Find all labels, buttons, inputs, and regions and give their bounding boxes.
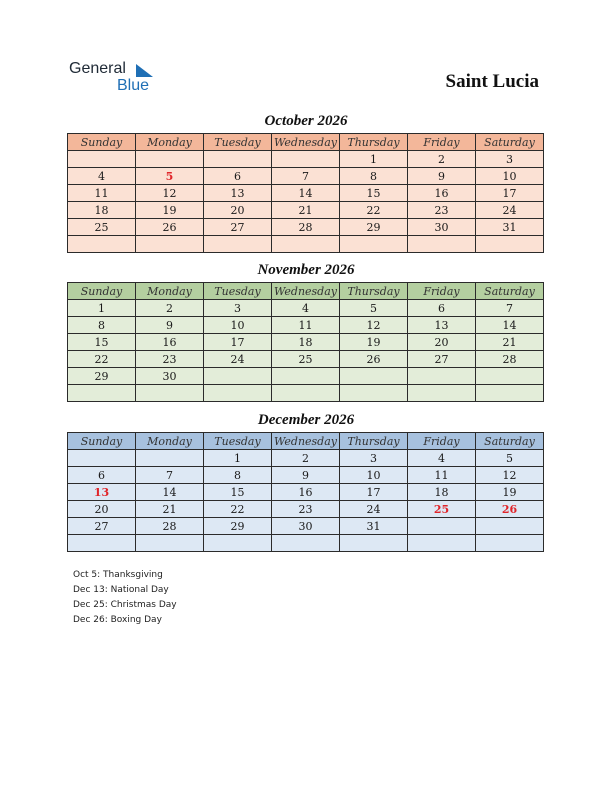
day-cell: 24 <box>476 202 544 219</box>
empty-day-cell <box>476 368 544 385</box>
empty-day-cell <box>272 385 340 402</box>
empty-day-cell <box>136 535 204 552</box>
day-cell: 10 <box>476 168 544 185</box>
day-cell: 19 <box>476 484 544 501</box>
calendar-december <box>67 432 544 552</box>
day-cell: 23 <box>136 351 204 368</box>
day-cell: 6 <box>68 467 136 484</box>
day-cell: 30 <box>408 219 476 236</box>
week-row <box>68 168 544 185</box>
day-cell: 2 <box>136 300 204 317</box>
day-cell: 7 <box>476 300 544 317</box>
day-cell: 17 <box>204 334 272 351</box>
empty-day-cell <box>476 535 544 552</box>
day-cell: 12 <box>476 467 544 484</box>
empty-day-cell <box>68 236 136 253</box>
weekday-header-tuesday: Tuesday <box>204 433 272 450</box>
day-cell: 25 <box>408 501 476 518</box>
day-cell: 21 <box>476 334 544 351</box>
day-cell: 8 <box>340 168 408 185</box>
weekday-header-monday: Monday <box>136 433 204 450</box>
day-cell: 19 <box>340 334 408 351</box>
day-cell: 16 <box>136 334 204 351</box>
day-cell: 2 <box>272 450 340 467</box>
day-cell: 28 <box>476 351 544 368</box>
day-cell: 13 <box>68 484 136 501</box>
day-cell: 30 <box>272 518 340 535</box>
weekday-header-wednesday: Wednesday <box>272 433 340 450</box>
empty-day-cell <box>272 236 340 253</box>
week-row <box>68 351 544 368</box>
day-cell: 1 <box>68 300 136 317</box>
day-cell: 22 <box>340 202 408 219</box>
day-cell: 25 <box>68 219 136 236</box>
day-cell: 8 <box>204 467 272 484</box>
weekday-header-thursday: Thursday <box>340 283 408 300</box>
weekday-header-friday: Friday <box>408 283 476 300</box>
week-row <box>68 518 544 535</box>
calendar-november <box>67 282 544 402</box>
day-cell: 20 <box>68 501 136 518</box>
day-cell: 16 <box>408 185 476 202</box>
day-cell: 15 <box>204 484 272 501</box>
weekday-header-friday: Friday <box>408 433 476 450</box>
week-row <box>68 535 544 552</box>
day-cell: 1 <box>204 450 272 467</box>
month-title-october: October 2026 <box>264 113 348 129</box>
day-cell: 9 <box>408 168 476 185</box>
day-cell: 18 <box>68 202 136 219</box>
day-cell: 29 <box>68 368 136 385</box>
empty-day-cell <box>68 385 136 402</box>
empty-day-cell <box>136 151 204 168</box>
day-cell: 30 <box>136 368 204 385</box>
day-cell: 24 <box>340 501 408 518</box>
country-title: Saint Lucia <box>445 71 539 92</box>
day-cell: 27 <box>68 518 136 535</box>
calendar-october <box>67 133 544 253</box>
week-row <box>68 236 544 253</box>
day-cell: 9 <box>272 467 340 484</box>
week-row <box>68 467 544 484</box>
empty-day-cell <box>408 368 476 385</box>
weekday-header-thursday: Thursday <box>340 134 408 151</box>
week-row <box>68 317 544 334</box>
empty-day-cell <box>408 535 476 552</box>
day-cell: 31 <box>476 219 544 236</box>
day-cell: 11 <box>68 185 136 202</box>
month-title-december: December 2026 <box>257 412 355 428</box>
week-row <box>68 185 544 202</box>
day-cell: 26 <box>476 501 544 518</box>
day-cell: 23 <box>408 202 476 219</box>
empty-day-cell <box>408 236 476 253</box>
empty-day-cell <box>204 535 272 552</box>
day-cell: 15 <box>340 185 408 202</box>
day-cell: 14 <box>272 185 340 202</box>
day-cell: 19 <box>136 202 204 219</box>
logo-flag-icon <box>134 64 154 78</box>
day-cell: 18 <box>272 334 340 351</box>
empty-day-cell <box>204 368 272 385</box>
weekday-header-saturday: Saturday <box>476 134 544 151</box>
day-cell: 13 <box>408 317 476 334</box>
day-cell: 23 <box>272 501 340 518</box>
day-cell: 7 <box>272 168 340 185</box>
empty-day-cell <box>476 518 544 535</box>
month-title-november: November 2026 <box>257 262 355 278</box>
logo-text-general: General <box>69 60 126 77</box>
day-cell: 5 <box>476 450 544 467</box>
day-cell: 3 <box>204 300 272 317</box>
holiday-item: Oct 5: Thanksgiving <box>73 570 163 580</box>
weekday-header-wednesday: Wednesday <box>272 134 340 151</box>
holiday-item: Dec 26: Boxing Day <box>73 615 162 625</box>
day-cell: 4 <box>408 450 476 467</box>
weekday-header-monday: Monday <box>136 283 204 300</box>
empty-day-cell <box>408 385 476 402</box>
day-cell: 14 <box>476 317 544 334</box>
day-cell: 5 <box>340 300 408 317</box>
day-cell: 17 <box>476 185 544 202</box>
empty-day-cell <box>68 151 136 168</box>
empty-day-cell <box>476 385 544 402</box>
day-cell: 16 <box>272 484 340 501</box>
day-cell: 6 <box>204 168 272 185</box>
day-cell: 13 <box>204 185 272 202</box>
weekday-header-wednesday: Wednesday <box>272 283 340 300</box>
week-row <box>68 334 544 351</box>
weekday-header-saturday: Saturday <box>476 433 544 450</box>
day-cell: 28 <box>272 219 340 236</box>
logo-text-blue: Blue <box>117 77 150 94</box>
empty-day-cell <box>204 151 272 168</box>
weekday-header-sunday: Sunday <box>68 283 136 300</box>
day-cell: 27 <box>408 351 476 368</box>
generalblue-logo <box>69 60 169 96</box>
day-cell: 26 <box>340 351 408 368</box>
day-cell: 12 <box>340 317 408 334</box>
day-cell: 28 <box>136 518 204 535</box>
day-cell: 29 <box>204 518 272 535</box>
week-row <box>68 300 544 317</box>
day-cell: 26 <box>136 219 204 236</box>
empty-day-cell <box>340 535 408 552</box>
day-cell: 9 <box>136 317 204 334</box>
day-cell: 6 <box>408 300 476 317</box>
day-cell: 4 <box>272 300 340 317</box>
week-row <box>68 202 544 219</box>
week-row <box>68 501 544 518</box>
empty-day-cell <box>136 236 204 253</box>
day-cell: 15 <box>68 334 136 351</box>
weekday-header-saturday: Saturday <box>476 283 544 300</box>
empty-day-cell <box>476 236 544 253</box>
day-cell: 12 <box>136 185 204 202</box>
day-cell: 4 <box>68 168 136 185</box>
day-cell: 3 <box>476 151 544 168</box>
empty-day-cell <box>68 535 136 552</box>
day-cell: 17 <box>340 484 408 501</box>
week-row <box>68 219 544 236</box>
day-cell: 14 <box>136 484 204 501</box>
day-cell: 20 <box>204 202 272 219</box>
weekday-header-monday: Monday <box>136 134 204 151</box>
day-cell: 8 <box>68 317 136 334</box>
empty-day-cell <box>136 385 204 402</box>
weekday-header-tuesday: Tuesday <box>204 283 272 300</box>
day-cell: 29 <box>340 219 408 236</box>
day-cell: 21 <box>272 202 340 219</box>
weekday-header-tuesday: Tuesday <box>204 134 272 151</box>
day-cell: 18 <box>408 484 476 501</box>
week-row <box>68 484 544 501</box>
week-row <box>68 385 544 402</box>
week-row <box>68 151 544 168</box>
weekday-header-sunday: Sunday <box>68 433 136 450</box>
holiday-item: Dec 25: Christmas Day <box>73 600 177 610</box>
day-cell: 3 <box>340 450 408 467</box>
day-cell: 25 <box>272 351 340 368</box>
day-cell: 7 <box>136 467 204 484</box>
day-cell: 22 <box>68 351 136 368</box>
empty-day-cell <box>340 236 408 253</box>
empty-day-cell <box>272 368 340 385</box>
day-cell: 27 <box>204 219 272 236</box>
holiday-list <box>73 568 177 628</box>
week-row <box>68 368 544 385</box>
empty-day-cell <box>272 151 340 168</box>
day-cell: 2 <box>408 151 476 168</box>
empty-day-cell <box>68 450 136 467</box>
week-row <box>68 450 544 467</box>
day-cell: 20 <box>408 334 476 351</box>
empty-day-cell <box>408 518 476 535</box>
day-cell: 11 <box>272 317 340 334</box>
day-cell: 10 <box>204 317 272 334</box>
empty-day-cell <box>340 368 408 385</box>
weekday-header-friday: Friday <box>408 134 476 151</box>
day-cell: 10 <box>340 467 408 484</box>
weekday-header-thursday: Thursday <box>340 433 408 450</box>
day-cell: 5 <box>136 168 204 185</box>
empty-day-cell <box>340 385 408 402</box>
weekday-header-sunday: Sunday <box>68 134 136 151</box>
empty-day-cell <box>136 450 204 467</box>
day-cell: 11 <box>408 467 476 484</box>
empty-day-cell <box>272 535 340 552</box>
empty-day-cell <box>204 385 272 402</box>
empty-day-cell <box>204 236 272 253</box>
day-cell: 22 <box>204 501 272 518</box>
day-cell: 24 <box>204 351 272 368</box>
day-cell: 31 <box>340 518 408 535</box>
day-cell: 1 <box>340 151 408 168</box>
holiday-item: Dec 13: National Day <box>73 585 169 595</box>
day-cell: 21 <box>136 501 204 518</box>
